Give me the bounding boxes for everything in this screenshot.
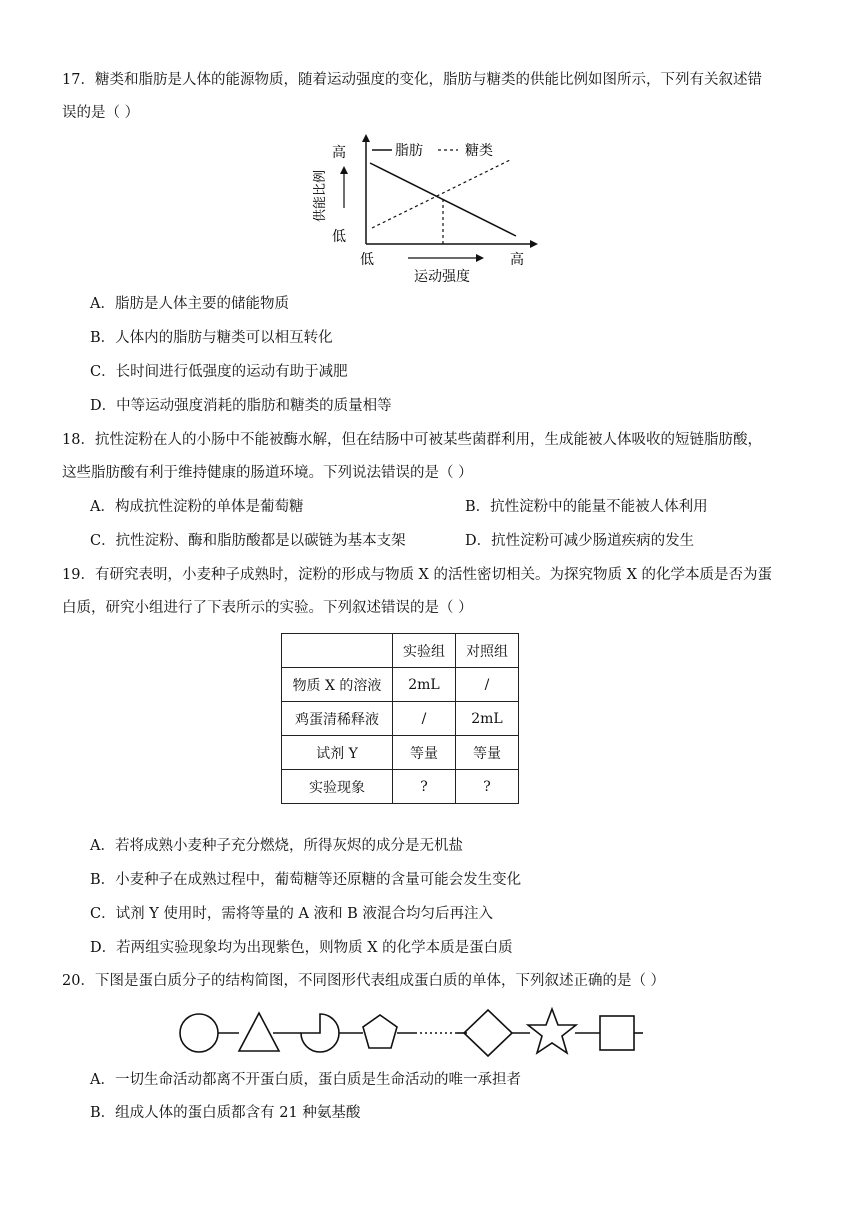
table-row: [282, 736, 519, 770]
table-cell: 实验现象: [282, 770, 393, 804]
protein-structure-diagram: [175, 1005, 655, 1065]
monomer-diamond: [464, 1010, 512, 1056]
q17-option-d: D．中等运动强度消耗的脂肪和糖类的质量相等: [90, 398, 392, 414]
q20-option-a: A．一切生命活动都离不开蛋白质，蛋白质是生命活动的唯一承担者: [90, 1072, 521, 1088]
x-axis-label: 运动强度: [414, 269, 470, 285]
q19-option-a: A．若将成熟小麦种子充分燃烧，所得灰烬的成分是无机盐: [90, 838, 463, 854]
monomer-circle: [180, 1014, 218, 1052]
monomer-pentagon: [363, 1015, 397, 1048]
table-cell: /: [393, 702, 456, 736]
table-cell: [282, 634, 393, 668]
table-header-control: 对照组: [456, 634, 519, 668]
q18-option-b: B．抗性淀粉中的能量不能被人体利用: [465, 499, 708, 515]
q17-option-a: A．脂肪是人体主要的储能物质: [90, 296, 289, 312]
q20-option-b: B．组成人体的蛋白质都含有 21 种氨基酸: [90, 1105, 361, 1121]
q17-option-b: B．人体内的脂肪与糖类可以相互转化: [90, 330, 333, 346]
table-cell: 试剂 Y: [282, 736, 393, 770]
q19-option-d: D．若两组实验现象均为出现紫色，则物质 X 的化学本质是蛋白质: [90, 940, 513, 956]
table-header-experiment: 实验组: [393, 634, 456, 668]
q18-stem-line1: 18．抗性淀粉在人的小肠中不能被酶水解，但在结肠中可被某些菌群利用，生成能被人体吸收的短链脂肪酸，: [62, 432, 762, 448]
x-low-label: 低: [360, 252, 374, 268]
q19-option-b: B．小麦种子在成熟过程中，葡萄糖等还原糖的含量可能会发生变化: [90, 872, 522, 888]
q17-stem-line1: 17．糖类和脂肪是人体的能源物质，随着运动强度的变化，脂肪与糖类的供能比例如图所示，下列有关叙述错: [62, 72, 762, 88]
table-cell: 2mL: [456, 702, 519, 736]
q19-option-c: C．试剂 Y 使用时，需将等量的 A 液和 B 液混合均匀后再注入: [90, 906, 493, 922]
y-low-label: 低: [332, 229, 346, 245]
q17-stem-line2: 误的是（ ）: [62, 105, 140, 121]
q18-option-d: D．抗性淀粉可减少肠道疾病的发生: [465, 533, 695, 549]
table-row: [282, 634, 519, 668]
q17-chart: [300, 128, 540, 288]
table-cell: /: [456, 668, 519, 702]
table-row: [282, 770, 519, 804]
table-cell: 鸡蛋清稀释液: [282, 702, 393, 736]
y-axis-label: 供能比例: [313, 169, 328, 222]
monomer-star: [528, 1009, 576, 1053]
table-cell: 等量: [456, 736, 519, 770]
monomer-square: [600, 1016, 634, 1050]
experiment-table: [281, 633, 519, 804]
legend-sugar-label: 糖类: [465, 143, 493, 159]
monomer-triangle: [239, 1013, 279, 1051]
q18-option-a: A．构成抗性淀粉的单体是葡萄糖: [90, 499, 304, 515]
q19-stem-line2: 白质，研究小组进行了下表所示的实验。下列叙述错误的是（ ）: [62, 600, 473, 616]
q18-stem-line2: 这些脂肪酸有利于维持健康的肠道环境。下列说法错误的是（ ）: [62, 465, 473, 481]
y-high-label: 高: [332, 145, 346, 161]
table-cell: 等量: [393, 736, 456, 770]
table-cell: 物质 X 的溶液: [282, 668, 393, 702]
table-row: [282, 702, 519, 736]
sugar-line: [372, 160, 510, 228]
monomer-pacman: [301, 1014, 339, 1052]
q18-option-c: C．抗性淀粉、酶和脂肪酸都是以碳链为基本支架: [90, 533, 406, 549]
legend-fat-label: 脂肪: [395, 143, 423, 159]
x-high-label: 高: [510, 252, 524, 268]
q19-stem-line1: 19．有研究表明，小麦种子成熟时，淀粉的形成与物质 X 的活性密切相关。为探究物质 X 的化学本质是否为蛋: [62, 567, 773, 583]
q17-option-c: C．长时间进行低强度的运动有助于减肥: [90, 364, 348, 380]
table-row: [282, 668, 519, 702]
q20-stem-line1: 20．下图是蛋白质分子的结构简图，不同图形代表组成蛋白质的单体，下列叙述正确的是（ ）: [62, 973, 666, 989]
table-cell: ?: [456, 770, 519, 804]
table-cell: ?: [393, 770, 456, 804]
table-cell: 2mL: [393, 668, 456, 702]
